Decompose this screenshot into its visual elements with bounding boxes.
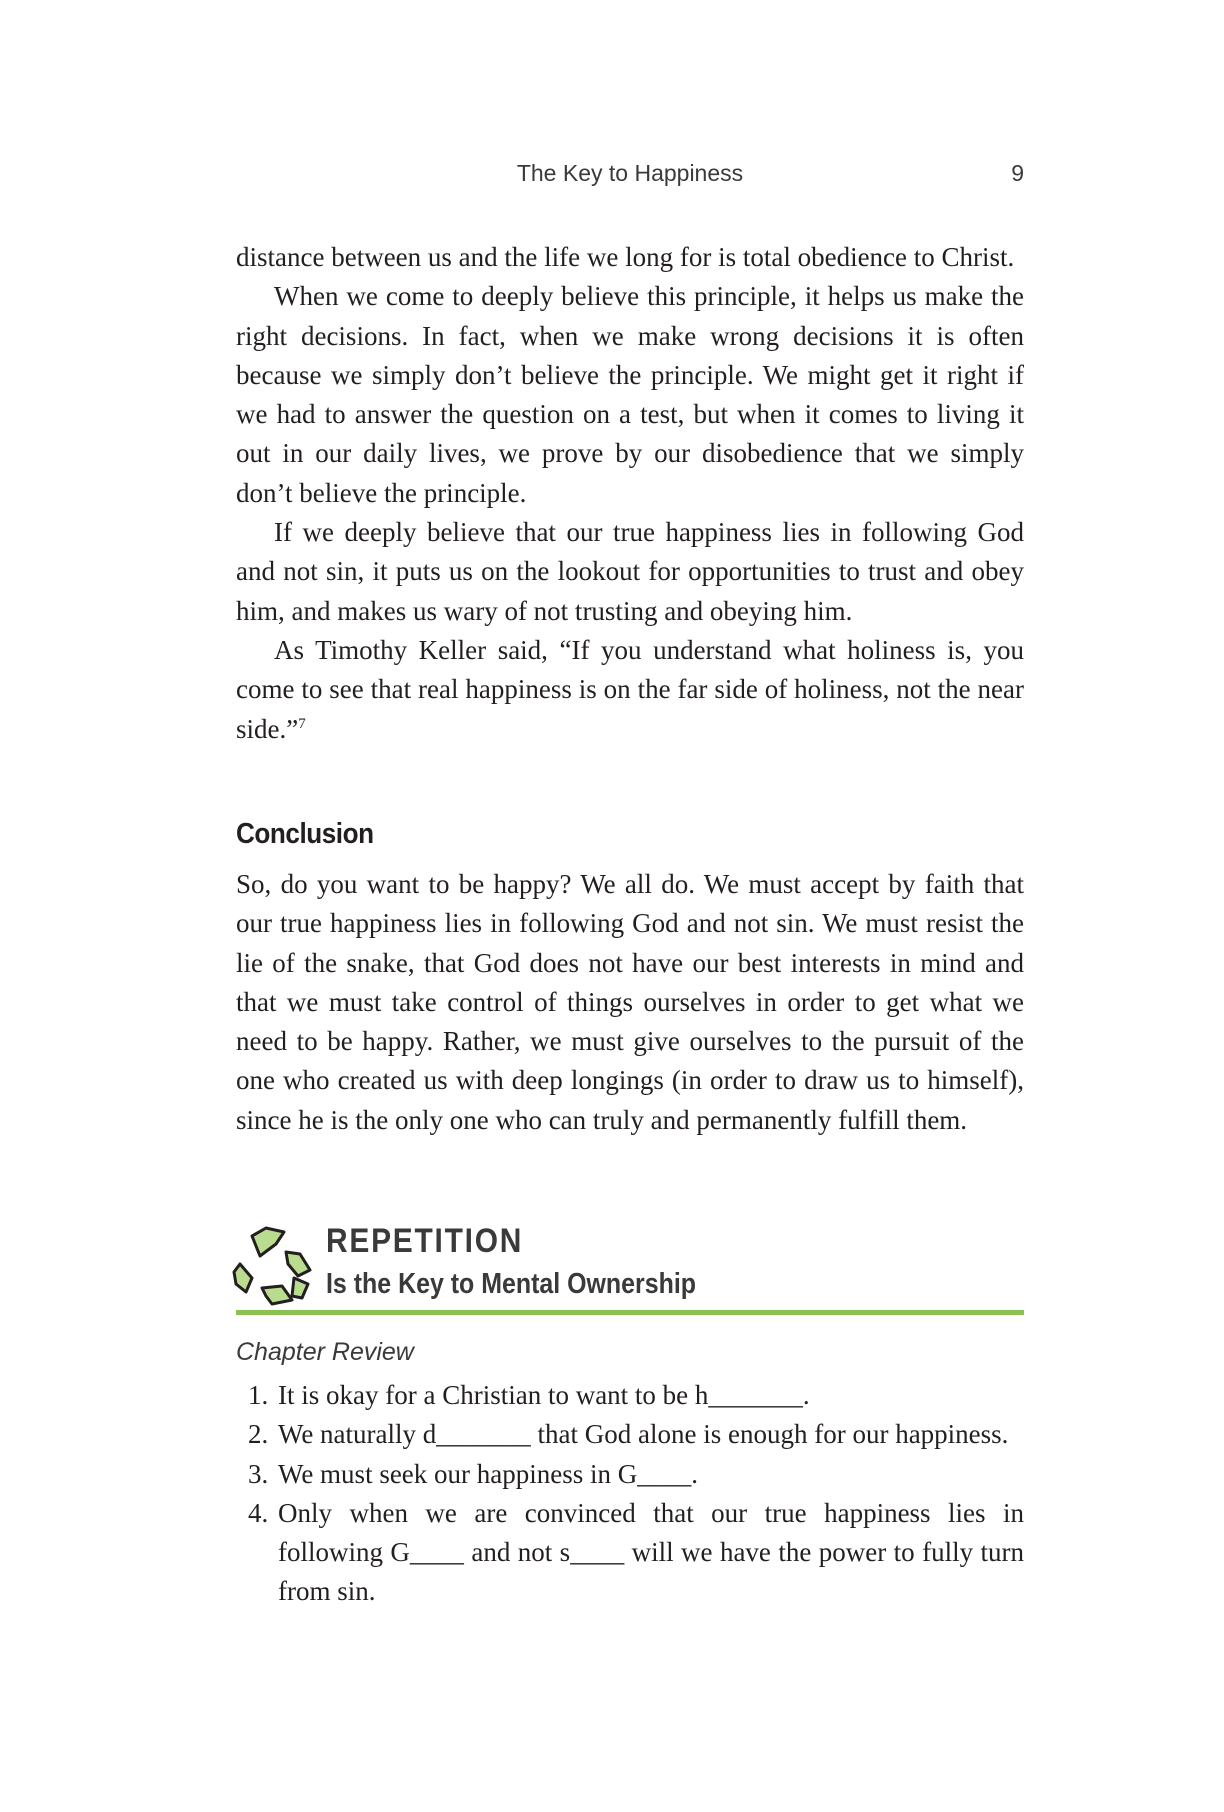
recycle-icon [232, 1226, 314, 1306]
divider [236, 1310, 1024, 1315]
conclusion-text [236, 865, 1024, 1140]
paragraph: If we deeply believe that our true happiness lies in following God and not sin, it puts us on the lookout for opportunities to trust and obey him, and makes us wary of not trusting and obeying him. [236, 517, 1024, 626]
chapter-review-list [236, 1376, 1024, 1612]
body-text [236, 238, 1024, 749]
chapter-review-heading: Chapter Review [236, 1338, 414, 1366]
list-item [236, 1455, 1024, 1494]
running-head [236, 160, 1024, 192]
paragraph: When we come to deeply believe this principle, it helps us make the right decisions. In fact, when we make wrong decisions it is often because we simply don’t believe the principle. We might get it right if we had to answer the question on a test, but when it comes to living it out in our daily lives, we prove by our disobedience that we simply don’t believe the principle. [236, 281, 1024, 508]
quote-text: As Timothy Keller said, “If you understand what holiness is, you come to see that real happiness is on the far side of holiness, not the near side.” [236, 634, 1024, 744]
item-number: 3. [248, 1458, 269, 1489]
item-number: 2. [248, 1419, 269, 1450]
item-text: We must seek our happiness in G____. [278, 1458, 699, 1489]
page-number: 9 [1011, 160, 1024, 186]
item-text: It is okay for a Christian to want to be h_______. [278, 1380, 810, 1410]
paragraph: So, do you want to be happy? We all do. We must accept by faith that our true happiness lies in following God and not sin. We must resist the lie of the snake, that God does not have our best interests in mind and that we must take control of things ourselves in order to get what we need to be happy. Rather, we must give ourselves to the pursuit of the one who created us with deep longings (in order to draw us to himself), since he is the only one who can truly and permanently fulfill them. [236, 869, 1024, 1135]
repetition-subtitle: Is the Key to Mental Ownership [326, 1268, 697, 1300]
repetition-title: REPETITION [326, 1222, 524, 1260]
repetition-header [232, 1222, 1024, 1322]
list-item [236, 1376, 1024, 1415]
footnote-marker: 7 [298, 715, 306, 732]
item-text: Only when we are convinced that our true happiness lies in following G____ and not s____ will we have the power to fully turn from sin. [278, 1497, 1024, 1607]
item-number: 1. [248, 1380, 269, 1410]
item-number: 4. [248, 1497, 269, 1528]
list-item [236, 1494, 1024, 1612]
section-heading-conclusion: Conclusion [236, 818, 374, 850]
paragraph [236, 631, 1024, 749]
paragraph: distance between us and the life we long for is total obedience to Christ. [236, 242, 1015, 272]
item-text: We naturally d_______ that God alone is enough for our happiness. [278, 1419, 1009, 1450]
running-title: The Key to Happiness [516, 160, 744, 186]
list-item [236, 1415, 1024, 1454]
